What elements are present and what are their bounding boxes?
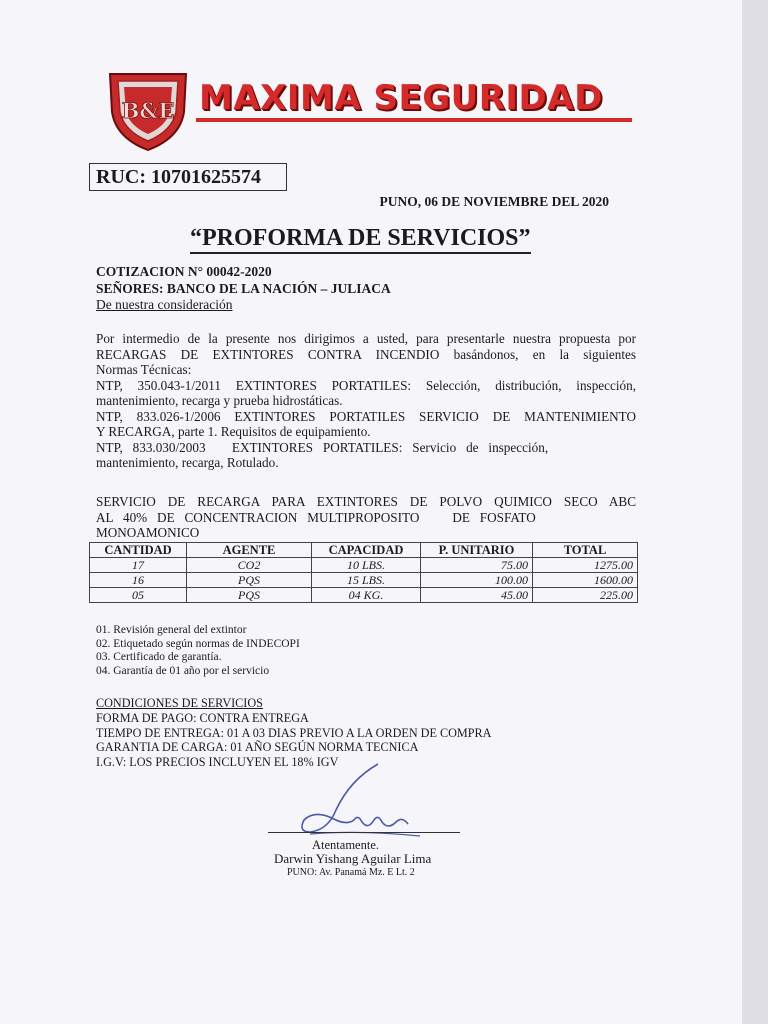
intro-line: RECARGAS DE EXTINTORES CONTRA INCENDIO basándonos, en la siguientes bbox=[96, 346, 636, 362]
column-header: P. UNITARIO bbox=[421, 543, 533, 558]
cell-capacity: 15 LBS. bbox=[312, 573, 421, 588]
cell-unit-price: 75.00 bbox=[421, 558, 533, 573]
cell-capacity: 04 KG. bbox=[312, 588, 421, 603]
service-line: SERVICIO DE RECARGA PARA EXTINTORES DE POLVO QUIMICO SECO ABC bbox=[96, 494, 636, 509]
cell-quantity: 05 bbox=[90, 588, 187, 603]
table-row bbox=[90, 588, 638, 603]
brand-name: MAXIMA SEGURIDAD bbox=[199, 78, 603, 118]
scan-edge bbox=[742, 0, 768, 1024]
conditions-section bbox=[96, 696, 491, 770]
cell-total: 1600.00 bbox=[533, 573, 638, 588]
handwritten-signature bbox=[270, 760, 430, 850]
signer-address: PUNO: Av. Panamá Mz. E Lt. 2 bbox=[287, 867, 415, 878]
intro-paragraph bbox=[96, 331, 636, 471]
intro-line: NTP, 350.043-1/2011 EXTINTORES PORTATILES: Selección, distribución, inspección, bbox=[96, 377, 636, 393]
table-row bbox=[90, 558, 638, 573]
shield-logo-icon bbox=[104, 68, 192, 152]
cell-quantity: 16 bbox=[90, 573, 187, 588]
list-item: 03. Certificado de garantía. bbox=[96, 651, 222, 664]
cell-agent: PQS bbox=[187, 573, 312, 588]
cell-unit-price: 45.00 bbox=[421, 588, 533, 603]
table-header-row bbox=[90, 543, 638, 558]
intro-line: NTP, 833.030/2003 EXTINTORES PORTATILES: Servicio de inspección, bbox=[96, 439, 549, 455]
condition-line: GARANTIA DE CARGA: 01 AÑO SEGÚN NORMA TECNICA bbox=[96, 740, 419, 755]
column-header: CAPACIDAD bbox=[312, 543, 421, 558]
cell-agent: PQS bbox=[187, 588, 312, 603]
service-line: AL 40% DE CONCENTRACION MULTIPROPOSITO DE FOSFATO bbox=[96, 509, 536, 525]
document-date: PUNO, 06 DE NOVIEMBRE DEL 2020 bbox=[379, 194, 609, 209]
intro-line: Y RECARGA, parte 1. Requisitos de equipamiento. bbox=[96, 424, 371, 439]
cell-capacity: 10 LBS. bbox=[312, 558, 421, 573]
condition-line: FORMA DE PAGO: CONTRA ENTREGA bbox=[96, 710, 309, 725]
service-description bbox=[96, 494, 636, 541]
company-logo bbox=[104, 68, 634, 152]
column-header: CANTIDAD bbox=[90, 543, 187, 558]
svg-text:B&E: B&E bbox=[121, 98, 175, 123]
condition-line: TIEMPO DE ENTREGA: 01 A 03 DIAS PREVIO A LA ORDEN DE COMPRA bbox=[96, 725, 492, 740]
intro-line: mantenimiento, recarga, Rotulado. bbox=[96, 455, 279, 470]
cell-total: 225.00 bbox=[533, 588, 638, 603]
intro-line: mantenimiento, recarga y prueba hidrostáticas. bbox=[96, 393, 343, 408]
cell-quantity: 17 bbox=[90, 558, 187, 573]
brand-underline bbox=[196, 118, 632, 122]
document-title: “PROFORMA DE SERVICIOS” bbox=[190, 224, 531, 254]
quote-number: COTIZACION N° 00042-2020 bbox=[96, 264, 272, 279]
closing: Atentamente. bbox=[312, 838, 379, 852]
signature-line bbox=[268, 832, 460, 833]
service-line: MONOAMONICO bbox=[96, 525, 200, 540]
conditions-heading: CONDICIONES DE SERVICIOS bbox=[96, 696, 263, 710]
column-header: AGENTE bbox=[187, 543, 312, 558]
condition-line: I.G.V: LOS PRECIOS INCLUYEN EL 18% IGV bbox=[96, 755, 339, 770]
recipient: SEÑORES: BANCO DE LA NACIÓN – JULIACA bbox=[96, 281, 391, 296]
pricing-table bbox=[89, 542, 638, 603]
column-header: TOTAL bbox=[533, 543, 638, 558]
list-item: 02. Etiquetado según normas de INDECOPI bbox=[96, 637, 300, 650]
intro-line: Por intermedio de la presente nos dirigimos a usted, para presentarle nuestra propuesta por bbox=[96, 331, 636, 346]
cell-agent: CO2 bbox=[187, 558, 312, 573]
ruc-box: RUC: 10701625574 bbox=[89, 163, 287, 191]
intro-line: NTP, 833.026-1/2006 EXTINTORES PORTATILES SERVICIO DE MANTENIMIENTO bbox=[96, 408, 636, 424]
intro-line: Normas Técnicas: bbox=[96, 362, 192, 377]
cell-total: 1275.00 bbox=[533, 558, 638, 573]
list-item: 01. Revisión general del extintor bbox=[96, 624, 247, 636]
salutation: De nuestra consideración bbox=[96, 297, 233, 312]
cell-unit-price: 100.00 bbox=[421, 573, 533, 588]
list-item: 04. Garantía de 01 año por el servicio bbox=[96, 665, 270, 678]
signer-name: Darwin Yishang Aguilar Lima bbox=[274, 851, 432, 866]
table-row bbox=[90, 573, 638, 588]
included-services-list bbox=[96, 624, 300, 679]
